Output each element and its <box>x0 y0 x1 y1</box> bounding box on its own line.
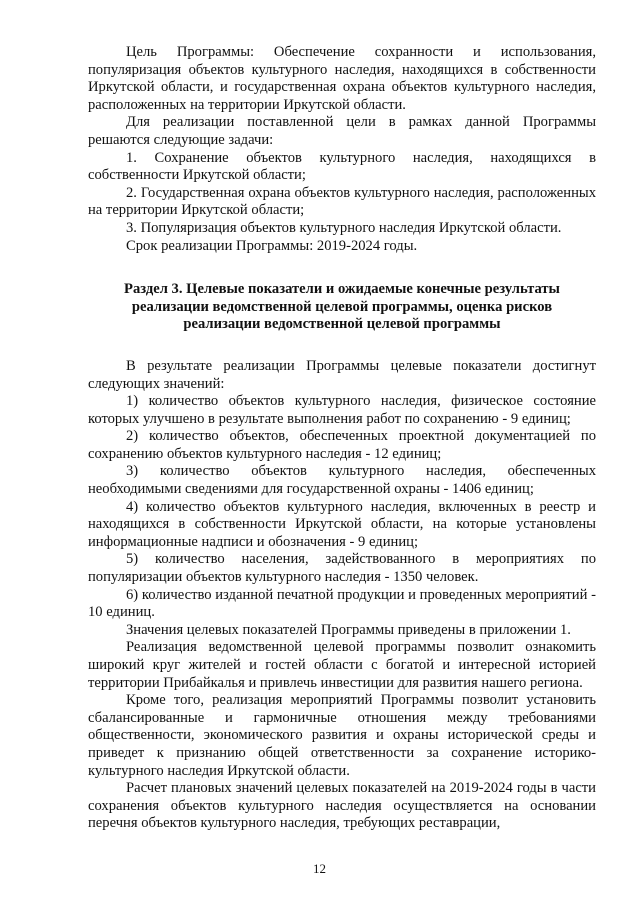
program-term-paragraph: Срок реализации Программы: 2019-2024 годы. <box>126 237 418 254</box>
section3-body <box>88 358 596 833</box>
indicator-3-paragraph: 3) количество объектов культурного наследия, обеспеченных необходимыми сведениями для государственной охраны - 1406 единиц; <box>88 463 596 498</box>
indicator-4-paragraph: 4) количество объектов культурного наследия, включенных в реестр и находящихся в собственности Иркутской области, на которые установлены информационные надписи и обозначения - 9 единиц; <box>88 498 596 550</box>
additional-benefit-paragraph: Кроме того, реализация мероприятий Программы позволит установить сбалансированные и гармоничные отношения между требованиями общественности, экономического развития и охраны исторической среды и приведет к признанию общей ответственности за сохранение историко-культурного наследия Иркутской области. <box>88 692 596 779</box>
task-2-paragraph: 2. Государственная охрана объектов культурного наследия, расположенных на территории Иркутской области; <box>88 184 596 219</box>
task-1-paragraph: 1. Сохранение объектов культурного наследия, находящихся в собственности Иркутской области; <box>88 149 596 184</box>
goal-paragraph: Цель Программы: Обеспечение сохранности и использования, популяризация объектов культурного наследия, находящихся в собственности Иркутской области, и государственная охрана объектов культурного наследия, расположенных на территории Иркутской области. <box>88 44 596 113</box>
indicator-5-paragraph: 5) количество населения, задействованного в мероприятиях по популяризации объектов культурного наследия - 1350 человек. <box>88 551 596 586</box>
results-intro-paragraph: В результате реализации Программы целевые показатели достигнут следующих значений: <box>88 357 596 392</box>
appendix-reference-paragraph: Значения целевых показателей Программы приведены в приложении 1. <box>126 621 571 638</box>
tasks-intro-paragraph: Для реализации поставленной цели в рамках данной Программы решаются следующие задачи: <box>88 114 596 148</box>
task-3-paragraph: 3. Популяризация объектов культурного наследия Иркутской области. <box>126 219 562 236</box>
indicator-6-paragraph: 6) количество изданной печатной продукции и проведенных мероприятий - 10 единиц. <box>88 586 596 621</box>
document-page <box>88 44 596 833</box>
indicator-1-paragraph: 1) количество объектов культурного наследия, физическое состояние которых улучшено в результате выполнения работ по сохранению - 9 единиц; <box>88 393 596 427</box>
indicator-2-paragraph: 2) количество объектов, обеспеченных проектной документацией по сохранению объектов культурного наследия - 12 единиц; <box>88 428 596 462</box>
program-benefit-paragraph: Реализация ведомственной целевой программы позволит ознакомить широкий круг жителей и гостей области с богатой и интересной историей территории Прибайкалья и привлечь инвестиции для развития нашего региона. <box>88 639 596 691</box>
section3-heading: Раздел 3. Целевые показатели и ожидаемые конечные результаты реализации ведомственной целевой программы, оценка рисков реализации ведомственной целевой программы <box>124 281 560 333</box>
section2-goal-text <box>88 44 596 255</box>
calculation-paragraph: Расчет плановых значений целевых показателей на 2019-2024 годы в части сохранения объектов культурного наследия осуществляется на основании перечня объектов культурного наследия, требующих реставрации, <box>88 780 596 832</box>
page-number: 12 <box>313 861 326 876</box>
